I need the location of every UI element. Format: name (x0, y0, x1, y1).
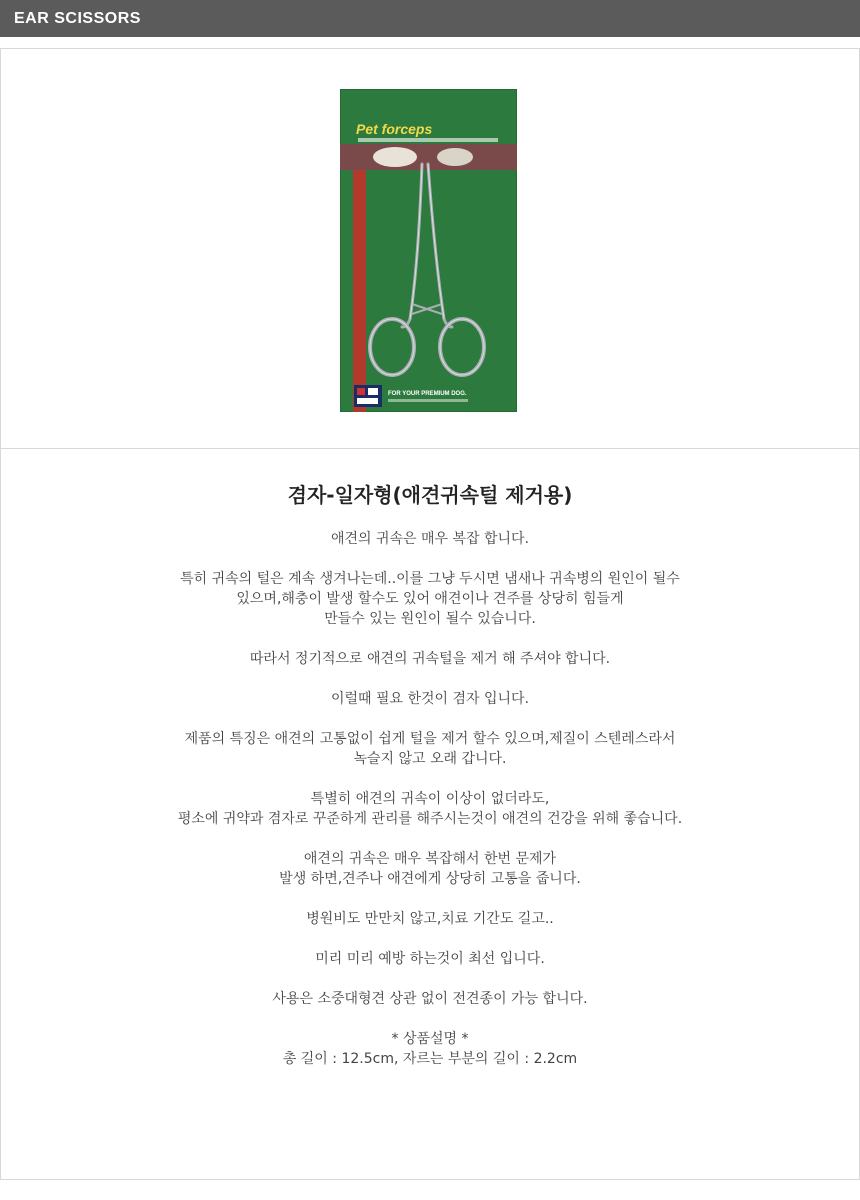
description-line: 있으며,해충이 발생 할수도 있어 애견이나 견주를 상당히 힘들게 (236, 591, 624, 607)
description-line: 만들수 있는 원인이 될수 있습니다. (324, 611, 536, 627)
description-line: 병원비도 만만치 않고,치료 기간도 길고.. (306, 911, 554, 927)
description-line: 특히 귀속의 털은 계속 생겨나는데..이를 그냥 두시면 냄새나 귀속병의 원인이 될수 (180, 571, 680, 587)
description-paragraph (1, 569, 859, 629)
product-photo-area (1, 49, 859, 448)
description-line: 애견의 귀속은 매우 복잡해서 한번 문제가 (303, 851, 557, 867)
description-section (1, 449, 859, 1089)
description-line: 평소에 귀약과 겸자로 꾸준하게 관리를 해주시는것이 애견의 건강을 위해 좋습니다. (177, 811, 683, 827)
package-footer-text: FOR YOUR PREMIUM DOG. (388, 391, 467, 397)
product-photo (340, 89, 517, 412)
description-line: 총 길이 : 12.5cm, 자르는 부분의 길이 : 2.2cm (282, 1051, 578, 1067)
description-paragraph (1, 1029, 859, 1069)
description-line: 제품의 특징은 애견의 고통없이 쉽게 털을 제거 할수 있으며,제질이 스텐레스라서 (184, 731, 676, 747)
description-paragraph (1, 949, 859, 969)
page-header (0, 0, 860, 37)
description-paragraph (1, 849, 859, 889)
package-title: Pet forceps (356, 121, 433, 137)
description-paragraph (1, 989, 859, 1009)
product-title: 겸자-일자형(애견귀속털 제거용) (287, 483, 573, 507)
description-line: 애견의 귀속은 매우 복잡 합니다. (330, 531, 530, 547)
description-line: 미리 미리 예방 하는것이 최선 입니다. (315, 951, 545, 967)
description-line: 이럴때 필요 한것이 겸자 입니다. (330, 691, 530, 707)
package-red-stripe (353, 144, 366, 412)
description-line: 발생 하면,견주나 애견에게 상당히 고통을 줍니다. (279, 871, 581, 887)
description-paragraph (1, 729, 859, 769)
description-line: 따라서 정기적으로 애견의 귀속털을 제거 해 주셔야 합니다. (249, 651, 611, 667)
description-line: * 상품설명 * (391, 1031, 469, 1047)
description-line: 녹슬지 않고 오래 갑니다. (353, 751, 507, 767)
description-paragraph (1, 909, 859, 929)
description-paragraphs (1, 529, 859, 1069)
description-paragraph (1, 649, 859, 669)
package-card (340, 89, 517, 412)
description-line: 사용은 소중대형견 상관 없이 전견종이 가능 합니다. (272, 991, 588, 1007)
description-paragraph (1, 689, 859, 709)
product-detail-frame (0, 48, 860, 1180)
description-paragraph (1, 789, 859, 829)
header-title: EAR SCISSORS (14, 9, 141, 27)
description-line: 특별히 애견의 귀속이 이상이 없더라도, (310, 791, 550, 807)
description-paragraph (1, 529, 859, 549)
